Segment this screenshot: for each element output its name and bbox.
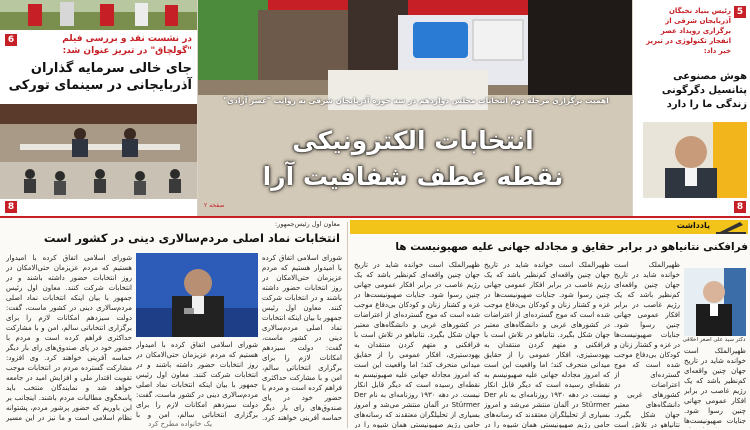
vp-body-text-1: شورای اسلامی اتفاق کرده با امیدوار هستیم که مردم عزیزمان حتی‌الامکان در روز انتخابات حضور داشته باشند و در انتخابات شرکت کنند. معاون اول رئیس جمهور با بیان اینکه انتخابات نماد اصلی مردم‌سالاری دینی در کشور ماست، گفت: دولت سیزدهم امکانات لازم را برای برگزاری انتخاباتی سالم، امن و با مشارکت حداکثری فراهم کرده است و مردم با حضور خود در پای صندوق‌های رای بار دیگر حماسه آفرینی خواهند کرد. وی افزود: مشارکت گسترده مردم در انتخابات موجب تقویت اقتدار ملی و افزایش امید در جامعه خواهد شد و نمایندگان منتخب باید پاسخگوی مطالبات مردم باشند. اینجانب بر این باوریم که حضور پرشور مردم، پشتوانه نظام اسلامی است و ما نیز در این مسیر: [6, 254, 132, 422]
left-teaser-column: [0, 0, 198, 216]
right-page-number-badge-bottom: 8: [734, 201, 746, 213]
vp-body-text-3: شورای اسلامی اتفاق کرده با امیدوار هستیم که مردم عزیزمان حتی‌الامکان در روز انتخابات حضور داشته باشند و در انتخابات شرکت کنند. معاون اول رئیس جمهور با بیان اینکه انتخابات نماد اصلی مردم‌سالاری دینی در کشور ماست، گفت: دولت سیزدهم امکانات لازم را برای برگزاری انتخاباتی سالم، امن و با: [136, 341, 258, 419]
left-headline[interactable]: جای خالی سرمایه گذاران آذربایجانی در سینمای تورکی: [8, 61, 192, 93]
vp-body-col-left: [6, 253, 132, 423]
column-rule: [347, 222, 348, 428]
panel-photo-graphic: [0, 104, 197, 199]
sports-photo: [0, 0, 197, 30]
hero-headline-2[interactable]: نقطه عطف شفافیت آرا: [262, 162, 564, 191]
portrait-photo: [643, 122, 747, 198]
right-headline[interactable]: هوش مصنوعی پتانسیل دگرگونی زندگی ما را دارد: [661, 71, 747, 110]
author-photo: [684, 268, 746, 336]
note-body-col-3: [614, 260, 680, 428]
note-body-text-2: ظهیرالملک است خوانده شاید در تاریخ جهان چنین واقعه‌ای کم‌نظیر باشد که یک رژیم غاصب در برابر افکار عمومی جهانی چنین رسوا شود. جنایات صهیونیست‌ها در غزه و کشتار زنان و کودکان بی‌دفاع موجب شده است که موج گسترده‌ای از اعتراضات در کشورهای غربی و دانشگاه‌های معتبر جهان شکل بگیرد. نتانیاهو در تلاش است با فرافکنی و متهم کردن منتقدان به یهودستیزی، افکار عمومی را از حقایق میدانی منحرف کند؛ اما واقعیت این است که امروز مجادله جهانی علیه صهیونیسم به نقطه‌ای رسیده است که دیگر قابل انکار نیست. در دهه ۱۹۳۰ روزنامه‌ای به نام Der Stürmer در آلمان منتشر می‌شد و امروز بسیاری از تحلیلگران معتقدند که رسانه‌های حامی رژیم صهیونیستی همان شیوه را در: [484, 261, 610, 428]
left-kicker[interactable]: در نشست نقد و بررسی فیلم "گولچاق" در تبریز عنوان شد:: [62, 34, 192, 56]
sports-photo-graphic: [0, 0, 197, 30]
vp-body-col-right: [262, 253, 342, 423]
note-body-col-4: [684, 346, 746, 428]
panel-photo: [0, 104, 197, 199]
note-body-col-1: [354, 260, 480, 428]
note-section-label: یادداشت: [676, 221, 710, 230]
note-body-text-1: ظهیرالملک است خوانده شاید در تاریخ جهان چنین واقعه‌ای کم‌نظیر باشد که یک رژیم غاصب در برابر افکار عمومی جهانی چنین رسوا شود. جنایات صهیونیست‌ها در غزه و کشتار زنان و کودکان بی‌دفاع موجب شده است که موج گسترده‌ای از اعتراضات در کشورهای غربی و دانشگاه‌های معتبر جهان شکل بگیرد. نتانیاهو در تلاش است با فرافکنی و متهم کردن منتقدان به یهودستیزی، افکار عمومی را از حقایق میدانی منحرف کند؛ اما واقعیت این است که امروز مجادله جهانی علیه صهیونیسم به نقطه‌ای رسیده است که دیگر قابل انکار نیست. در دهه ۱۹۳۰ روزنامه‌ای به نام Der Stürmer در آلمان منتشر می‌شد و امروز بسیاری از تحلیلگران معتقدند که رسانه‌های حامی رژیم صهیونیستی همان شیوه را در: [354, 261, 480, 428]
right-page-number-badge: 5: [734, 6, 746, 18]
hero-section: [198, 0, 632, 216]
author-caption: دکتر سید علی اصغر اخلاقی: [682, 337, 746, 343]
vp-footer: یک خانواده مطرح کرد: [148, 420, 212, 428]
pen-icon-graphic: [716, 220, 746, 234]
hero-page-ref: صفحه ۲: [204, 202, 225, 209]
right-teaser-column: [632, 0, 750, 216]
pen-icon: [716, 220, 746, 234]
hero-caption: اهمیت برگزاری مرحله دوم انتخابات مجلس دوازدهم در سه حوزه آذربایجان شرقی به روایت "عصر آزادی": [223, 96, 609, 105]
note-body-text-3: ظهیرالملک است خوانده شاید در تاریخ جهان چنین واقعه‌ای کم‌نظیر باشد که یک رژیم غاصب در برابر افکار عمومی جهانی چنین رسوا شود. جنایات صهیونیست‌ها در غزه و کشتار زنان و کودکان بی‌دفاع موجب شده است که موج گسترده‌ای از اعتراضات در کشورهای غربی و دانشگاه‌های معتبر جهان شکل بگیرد. نتانیاهو در تلاش است: [614, 261, 680, 428]
vp-body-text-2: شورای اسلامی اتفاق کرده با امیدوار هستیم که مردم عزیزمان حتی‌الامکان در روز انتخابات حضور داشته باشند و در انتخابات شرکت کنند. معاون اول رئیس جمهور با بیان اینکه انتخابات نماد اصلی مردم‌سالاری دینی در کشور ماست، گفت: دولت سیزدهم امکانات لازم را برای برگزاری انتخاباتی سالم، امن و با مشارکت حداکثری فراهم کرده است و مردم با حضور خود در پای صندوق‌های رای بار دیگر حماسه آفرینی خواهند کرد.: [262, 254, 342, 422]
vp-body-col-under-photo: [136, 340, 258, 420]
portrait-graphic: [643, 122, 747, 198]
note-body-text-4: ظهیرالملک است خوانده شاید در تاریخ جهان چنین واقعه‌ای کم‌نظیر باشد که یک رژیم غاصب در برابر افکار عمومی جهانی چنین رسوا شود. جنایات صهیونیست‌ها: [684, 347, 746, 425]
note-article: [350, 218, 750, 430]
page-number-badge-bottom: 8: [5, 201, 17, 213]
vp-photo: [136, 253, 258, 337]
hero-headline-1[interactable]: انتخابات الکترونیکی: [292, 126, 534, 155]
vp-kicker: معاون اول رئیس‌جمهور:: [275, 220, 340, 228]
author-photo-graphic: [684, 268, 746, 336]
vp-headline[interactable]: انتخابات نماد اصلی مردم‌سالاری دینی در کشور است: [43, 231, 340, 245]
note-headline[interactable]: فرافکنی نتانیاهو در برابر حقایق و مجادله جهانی علیه صهیونیست ها: [395, 241, 748, 253]
note-body-col-2: [484, 260, 610, 428]
page-number-badge: 6: [5, 34, 17, 46]
vp-photo-graphic: [136, 253, 258, 337]
vp-article: [0, 220, 345, 430]
right-teaser[interactable]: رئیس بنیاد نخبگان آذربایجان شرقی از برگزاری رویداد عصر انفجار تکنولوژی در تبریز خبر داد:: [646, 7, 731, 55]
